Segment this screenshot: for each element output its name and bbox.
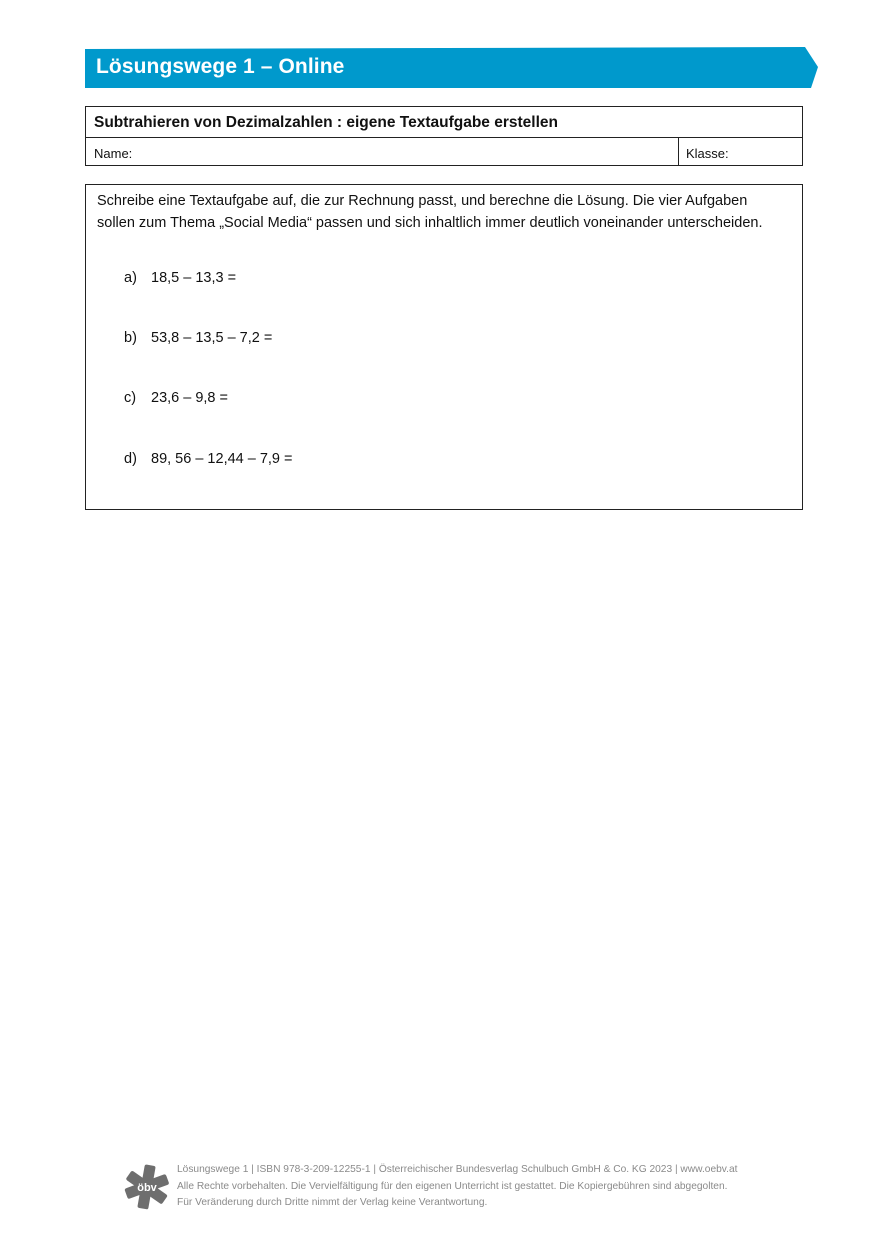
footer-line-1: Lösungswege 1 | ISBN 978-3-209-12255-1 | Österreichischer Bundesverlag Schulbuch GmbH & Co. KG 2023 | www.oebv.at — [177, 1164, 738, 1175]
task-item-expression: 18,5 – 13,3 = — [151, 270, 237, 286]
task-instruction: Schreibe eine Textaufgabe auf, die zur Rechnung passt, und berechne die Lösung. Die vier Aufgaben sollen zum Thema „Social Media“ passen und sich inhaltlich immer deutlich voneinander unterscheiden. — [97, 193, 763, 231]
task-item-letter: a) — [124, 270, 137, 286]
worksheet-title: Subtrahieren von Dezimalzahlen : eigene Textaufgabe erstellen — [94, 114, 558, 131]
task-item-d — [124, 451, 293, 467]
class-field-label: Klasse: — [686, 146, 729, 161]
name-field-label: Name: — [94, 146, 133, 161]
oebv-logo-icon — [124, 1163, 170, 1211]
footer-text — [177, 1162, 737, 1212]
logo-text: öbv — [137, 1182, 157, 1194]
banner-title: Lösungswege 1 – Online — [96, 55, 345, 78]
footer-line-3: Für Veränderung durch Dritte nimmt der Verlag keine Verantwortung. — [177, 1197, 488, 1208]
header-divider — [86, 137, 802, 138]
class-field-divider — [678, 137, 679, 165]
task-item-c — [124, 390, 228, 406]
task-item-letter: d) — [124, 451, 137, 467]
task-box — [85, 184, 803, 510]
header-banner — [85, 47, 818, 88]
task-item-a — [124, 270, 236, 286]
task-item-b — [124, 330, 272, 346]
task-item-letter: b) — [124, 330, 137, 346]
task-item-expression: 23,6 – 9,8 = — [151, 390, 228, 406]
footer — [124, 1161, 784, 1217]
task-item-expression: 53,8 – 13,5 – 7,2 = — [151, 330, 273, 346]
task-item-letter: c) — [124, 390, 137, 406]
worksheet-header — [85, 106, 803, 166]
task-item-expression: 89, 56 – 12,44 – 7,9 = — [151, 451, 293, 467]
footer-line-2: Alle Rechte vorbehalten. Die Vervielfältigung für den eigenen Unterricht ist gestattet. Die Kopiergebühren sind abgegolten. — [177, 1180, 728, 1192]
